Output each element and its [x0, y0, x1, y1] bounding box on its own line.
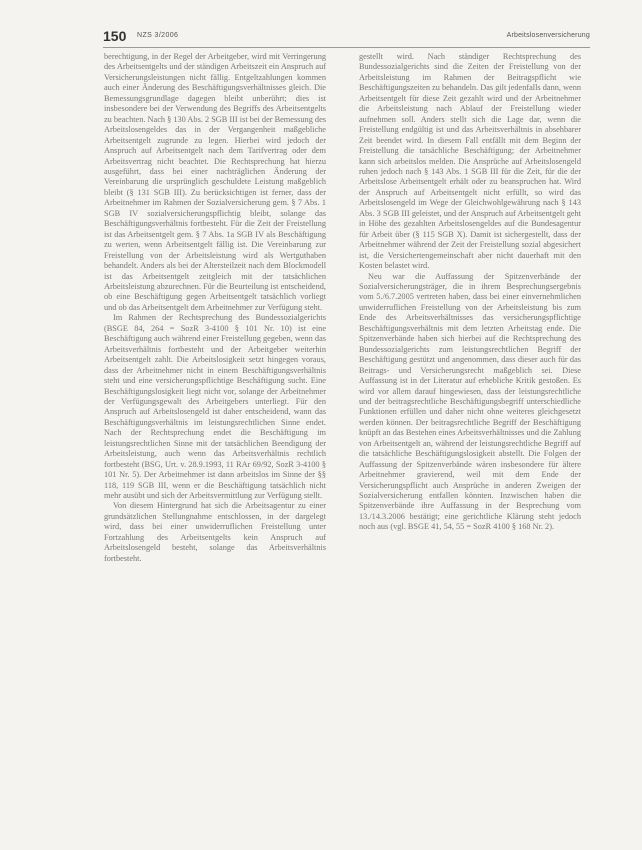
paragraph: Von diesem Hintergrund hat sich die Arbeitsagentur zu einer grundsätzlichen Stellungnahme entschlossen, in der dargelegt wird, dass bei einer unwiderruflichen Freistellung unter Fortzahlung des Arbeitsentgelts kein Anspruch auf Arbeitslosengeld besteht, solange das Arbeitsverhältnis fortbesteht.: [104, 501, 326, 563]
paragraph: berechtigung, in der Regel der Arbeitgeber, wird mit Verringerung des Arbeitsentgelts und der ständigen Arbeitszeit ein Anspruch auf Versicherungsleistungen nicht fällig. Entgeltzahlungen kommen auch einer Änderung des Beschäftigungsverhältnisses gleich. Die Bemessungsgrundlage dagegen bleibt unberührt; dies ist insbesondere bei der Verwendung des Begriffs des Arbeitsentgelts zu beachten. Nach § 130 Abs. 2 SGB III ist bei der Bemessung des Arbeitslosengeldes das in der Vergangenheit maßgebliche Arbeitsentgelt zugrunde zu legen. Hierbei wird jedoch der Anspruch auf Arbeitsentgelt nach dem Tarifvertrag oder dem Arbeitsvertrag nicht beachtet. Die Rechtsprechung hat hierzu ausgeführt, dass bei einer nachträglichen Änderung der Vereinbarung die ursprünglich geschuldete Leistung maßgeblich bleibt (§ 131 SGB III). Zu berücksichtigen ist ferner, dass der Arbeitnehmer im Rahmen der Sozialversicherung gem. § 7 Abs. 1 SGB IV sozialversicherungspflichtig bleibt, solange das Beschäftigungsverhältnis fortbesteht. Für die Zeit der Freistellung ist das Arbeitsentgelt gem. § 7 Abs. 1a SGB IV als Beschäftigung zu werten, wenn Arbeitsentgelt fällig ist. Die Vereinbarung zur Freistellung von der Arbeitsleistung wird als Wertguthaben behandelt. Anders als bei der Altersteilzeit nach dem Blockmodell ist das Arbeitsentgelt zeitgleich mit der tatsächlichen Arbeitsleistung abzurechnen. Für die Beurteilung ist entscheidend, ob eine Beschäftigung gegen Arbeitsentgelt tatsächlich vorliegt und ob das Arbeitsentgelt dem Arbeitnehmer zur Verfügung steht.: [104, 52, 326, 312]
journal-name: NZS 3/2006: [137, 32, 179, 39]
section-title: Arbeitslosenversicherung: [506, 32, 590, 39]
paragraph: Neu war die Auffassung der Spitzenverbände der Sozialversicherungsträger, die in ihrem Besprechungsergebnis vom 5./6.7.2005 vertreten haben, dass bei einer einvernehmlichen unwiderruflichen Freistellung von der Arbeitsleistung bis zum Ende des Arbeitsverhältnisses das versicherungspflichtige Beschäftigungsverhältnis mit dem letzten Arbeitstag ende. Die Spitzenverbände haben sich hierbei auf die Rechtsprechung des Bundessozialgerichts zum leistungsrechtlichen Begriff der Beschäftigung gestützt und angenommen, dass dieser auch für das Beitrags- und Versicherungsrecht maßgeblich sei. Diese Auffassung ist in der Literatur auf erhebliche Kritik gestoßen. Es wird vor allem darauf hingewiesen, dass der leistungsrechtliche und der beitragsrechtliche Beschäftigungsbegriff unterschiedliche Funktionen erfüllen und daher nicht ohne weiteres gleichgesetzt werden können. Der beitragsrechtliche Begriff der Beschäftigung knüpft an das Bestehen eines Arbeitsverhältnisses und die Zahlung von Arbeitsentgelt an, während der leistungsrechtliche Begriff auf die tatsächliche Beschäftigungslosigkeit abstellt. Die Folgen der Auffassung der Spitzenverbände wären insbesondere für ältere Arbeitnehmer gravierend, weil mit dem Ende der Versicherungspflicht auch Ansprüche in anderen Zweigen der Sozialversicherung entfallen könnten. Inzwischen haben die Spitzenverbände ihre Auffassung in der Besprechung vom 13./14.3.2006 bestätigt; eine gerichtliche Klärung steht jedoch noch aus (vgl. BSGE 41, 54, 55 = SozR 4100 § 168 Nr. 2).: [359, 271, 581, 532]
right-column: [359, 52, 581, 533]
left-column: [104, 52, 326, 564]
page-number: 150: [103, 28, 127, 44]
paragraph: Im Rahmen der Rechtsprechung des Bundessozialgerichts (BSGE 84, 264 = SozR 3-4100 § 101 Nr. 10) ist eine Beschäftigung auch während einer Freistellung gegeben, wenn das Arbeitsverhältnis fortbesteht und der Arbeitgeber weiterhin Arbeitsentgelt zahlt. Die Arbeitslosigkeit setzt hingegen voraus, dass der Arbeitnehmer nicht in einem Beschäftigungsverhältnis steht und eine versicherungspflichtige Beschäftigung sucht. Eine Beschäftigungslosigkeit liegt nicht vor, solange der Arbeitnehmer der Verfügungsgewalt des Arbeitgebers unterliegt. Für den Anspruch auf Arbeitslosengeld ist daher entscheidend, wann das Beschäftigungsverhältnis im leistungsrechtlichen Sinne endet. Nach der Rechtsprechung endet die Beschäftigung im leistungsrechtlichen Sinne mit der tatsächlichen Beendigung der Arbeitsleistung, auch wenn das Arbeitsverhältnis rechtlich fortbesteht (BSG, Urt. v. 28.9.1993, 11 RAr 69/92, SozR 3-4100 § 101 Nr. 5). Der Arbeitnehmer ist dann arbeitslos im Sinne der §§ 118, 119 SGB III, wenn er die Beschäftigung tatsächlich nicht mehr ausübt und sich der Arbeitsvermittlung zur Verfügung stellt.: [104, 313, 326, 501]
running-header: [103, 28, 590, 48]
paragraph: gestellt wird. Nach ständiger Rechtsprechung des Bundessozialgerichts sind die Zeiten der Freistellung von der Arbeitsleistung im Rahmen der Beitragspflicht wie Beschäftigungszeiten zu behandeln. Das gilt jedenfalls dann, wenn Arbeitsentgelt für diese Zeit gezahlt wird und der Arbeitnehmer die Arbeitsleistung nach Ablauf der Freistellung wieder aufnehmen soll. Anders stellt sich die Lage dar, wenn die Freistellung endgültig ist und das Arbeitsverhältnis in absehbarer Zeit beendet wird. In diesem Fall entfällt mit dem Beginn der Freistellung die tatsächliche Beschäftigung; der Arbeitnehmer kann sich arbeitslos melden. Die Ansprüche auf Arbeitslosengeld ruhen jedoch nach § 143 Abs. 1 SGB III für die Zeit, für die der Arbeitslose Arbeitsentgelt erhält oder zu beanspruchen hat. Wird der Anspruch auf Arbeitsentgelt nicht erfüllt, so wird das Arbeitslosengeld im Wege der Gleichwohlgewährung nach § 143 Abs. 3 SGB III geleistet, und der Anspruch auf Arbeitsentgelt geht in Höhe des gezahlten Arbeitslosengeldes auf die Bundesagentur für Arbeit über (§ 115 SGB X). Damit ist sichergestellt, dass der Arbeitnehmer während der Zeit der Freistellung sozial abgesichert ist, die Versichertengemeinschaft aber nicht dauerhaft mit den Kosten belastet wird.: [359, 52, 581, 271]
